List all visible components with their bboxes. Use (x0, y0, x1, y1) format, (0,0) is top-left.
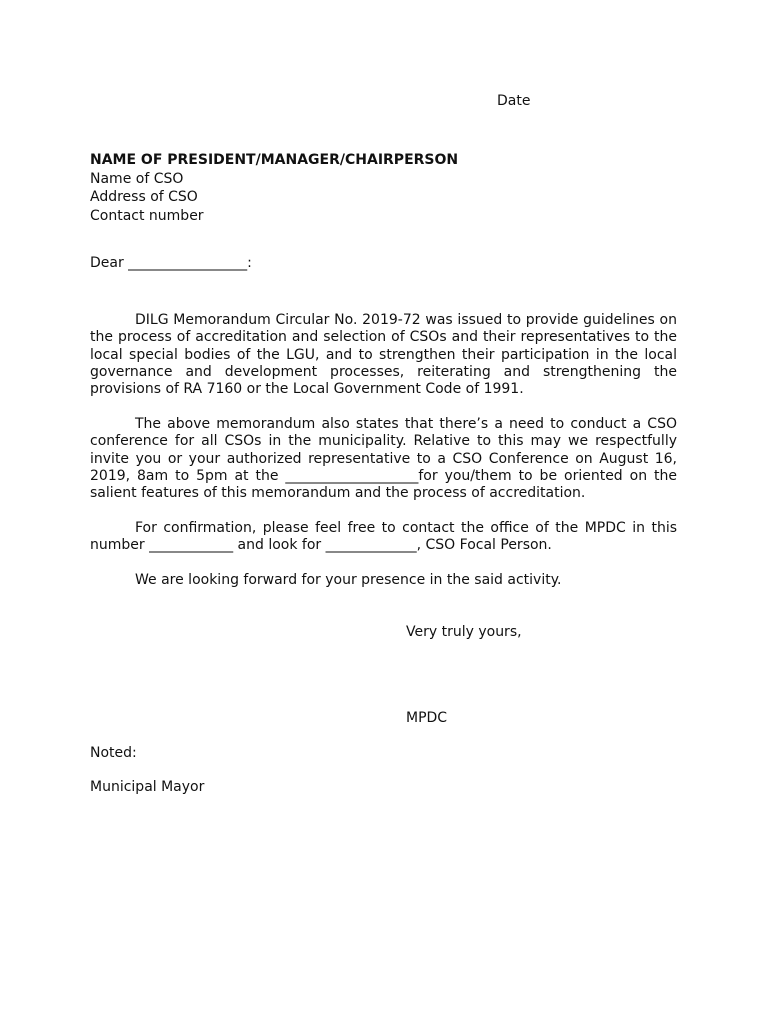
complimentary-close: Very truly yours, (406, 624, 522, 640)
signatory: MPDC (406, 710, 448, 726)
paragraph-memorandum-intro: DILG Memorandum Circular No. 2019-72 was issued to provide guidelines on the process of accreditation and selection of CSOs and their representatives to the local special bodies of the LGU, and to strengthen their participation in the local governance and development processes, reiterating and strengthening the provisions of RA 7160 or the Local Government Code of 1991. (90, 312, 677, 398)
date-label: Date (497, 93, 531, 109)
recipient-address: Address of CSO (90, 189, 198, 205)
paragraph-confirmation: For confirmation, please feel free to contact the office of the MPDC in this number ____________ and look for _____________, CSO Focal Person. (90, 520, 677, 554)
recipient-organization: Name of CSO (90, 170, 184, 187)
recipient-contact: Contact number (90, 207, 204, 224)
salutation: Dear _________________: (90, 255, 252, 271)
noted-by: Municipal Mayor (90, 779, 205, 795)
recipient-block (90, 151, 458, 225)
paragraph-conference-invitation: The above memorandum also states that there’s a need to conduct a CSO conference for all CSOs in the municipality. Relative to this may we respectfully invite you or your authorized representative to a CSO Conference on August 16, 2019, 8am to 5pm at the ___________________for you/them to be oriented on the salient features of this memorandum and the process of accreditation. (90, 416, 677, 502)
recipient-name: NAME OF PRESIDENT/MANAGER/CHAIRPERSON (90, 152, 459, 168)
noted-label: Noted: (90, 745, 137, 761)
paragraph-closing-remark: We are looking forward for your presence in the said activity. (135, 572, 562, 588)
